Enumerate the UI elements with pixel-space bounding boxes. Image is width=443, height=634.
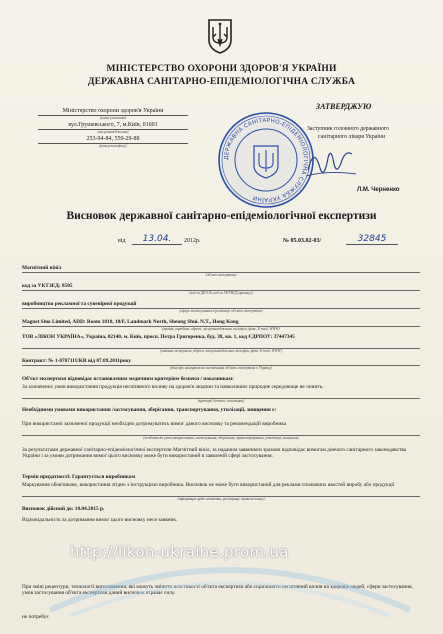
document-title: Висновок державної санітарно-епідеміологічної експертизи [66, 210, 377, 222]
not-required-text: не потребує [22, 614, 49, 620]
number-prefix: № 05.03.02-03/ [283, 238, 322, 244]
contract-caption: (дані про контракт на постачання об'єкта експертизи в Україну) [170, 366, 272, 370]
trident-emblem-icon [207, 18, 233, 54]
service-heading: ДЕРЖАВНА САНІТАРНО-ЕПІДЕМІОЛОГІЧНА СЛУЖБА [87, 77, 356, 87]
approval-name: Л.М. Черненко [357, 187, 400, 193]
watermark-url: http://likon-ukraine.prom.ua [70, 543, 289, 561]
ministry-heading: МІНІСТЕРСТВО ОХОРОНИ ЗДОРОВ'Я УКРАЇНИ [106, 64, 337, 74]
institution-phones: 253-94-84, 559-29-88 [38, 136, 188, 144]
shelf-caption: (інформація щодо етикетки, реєстрації, правила тощо) [177, 497, 265, 501]
object-caption: (об'єкт експертизи) [205, 273, 237, 277]
applicant-caption: (заявник експертизи, адреса, місцезнаходження, телефон, факс, E-mail, WWW) [160, 349, 282, 353]
institution-address: вул.Грушевського, 7, м.Київ, 01601 [38, 122, 188, 130]
conditions-text: При використанні зазначеної продукції необхідно дотримуватись вимог даного висновку та рекомендацій виробника [22, 421, 287, 427]
valid-until: Висновок дійсний до: 10.04.2015 р. [22, 506, 105, 512]
code-field: код за УКТЗЕД: 8505 [22, 283, 73, 289]
shelf-heading: Термін придатності: Гарантується виробником [22, 474, 136, 480]
manufacturer-caption: (країна, виробник, адреса, місцезнаходження, телефон, факс, E-mail, WWW) [162, 327, 280, 331]
results-text: За результатами державної санітарно-епідеміологічної експертизи Магнітний вініл, за наданим заявником зразком відповідає вимогам діючого санітарного законодавства України і за умови дотримання вимог цього висновку може бути використаний в заявленій сфері застосування. [22, 447, 407, 460]
approval-position-2: санітарного лікаря України [318, 134, 386, 140]
purpose-caption: (сфера застосування й реалізації об'єкта експертизи) [179, 309, 263, 313]
institution-block [38, 108, 188, 148]
date-year: 2012р. [184, 238, 201, 244]
contract-field: Контракт: № 1-070711UKR від 07.09.2011року [22, 358, 132, 364]
indicators-caption: (критерії безпеки / показники) [197, 399, 245, 403]
indicators-heading: Об'єкт експертизи відповідає встановленим медичним критеріям безпеки / показникам: [22, 376, 234, 382]
institution-name: Міністерство охорони здоров'я України [38, 108, 188, 116]
responsibility-text: Відповідальність за дотримання вимог цього висновку несе заявник. [22, 517, 178, 523]
applicant-field: ТОВ «ЛІКОН УКРАЇНА», Україна, 02140, м. Київ, просп. Петра Григоренка, буд. 38, кв. 1, код ЄДРПОУ: 37447345 [22, 334, 295, 340]
object-name: Магнітний вініл [22, 265, 62, 271]
purpose-field: виробництво рекламної та сувенірної продукції [22, 301, 137, 307]
code-caption: (код за ДК 016, код за УКТЗЕД (артикул) [189, 291, 253, 295]
address-caption: (місцезнаходження) [97, 130, 129, 134]
stamp-text: ДЕРЖАВНА САНІТАРНО-ЕПІДЕМІОЛОГІЧНА СЛУЖБА УКРАЇНИ [223, 117, 309, 203]
conditions-heading: Необхідними умовами використання /застосування, зберігання, транспортування, утилізації, знищення є: [22, 407, 277, 413]
number-handwritten: 32845 [346, 234, 398, 245]
indicators-text: За зазначених умов використання продукція негативного впливу на здоров'я людини та навколишнє природне середовище не чинить. [22, 384, 324, 390]
conditions-caption: (особливості умов використання, застосування, зберігання, транспортування, утилізації, знищення) [143, 436, 299, 440]
signature-icon [300, 140, 360, 186]
changes-text: При зміні рецептури, технології виготовлення, які можуть змінити властивості об'єкта експертизи або спричинити негативний вплив на здоров'я людей, сфери застосування, умов застосування об'єкта експертизи даний висновок втрачає силу. [22, 584, 413, 597]
approval-position-1: Заступник головного державного [307, 126, 390, 132]
manufacturer-field: Magnet Sino Limited, ADD: Room 1818, 18/F, Landmark North, Sheung Shui. N.T., Hong Kong [22, 319, 239, 325]
shelf-text: Маркування обов'язкове, використання згідно з інструкцією виробника. Висновок не може бути використаний для реклами споживчих якостей виробу або продукції [22, 482, 395, 488]
institution-caption: (назва установи) [99, 116, 127, 120]
phones-caption: (номер телефону) [99, 144, 127, 148]
date-prefix: від [118, 238, 126, 244]
date-handwritten: 13.04. [132, 234, 182, 245]
approval-label: ЗАТВЕРДЖУЮ [316, 102, 372, 111]
